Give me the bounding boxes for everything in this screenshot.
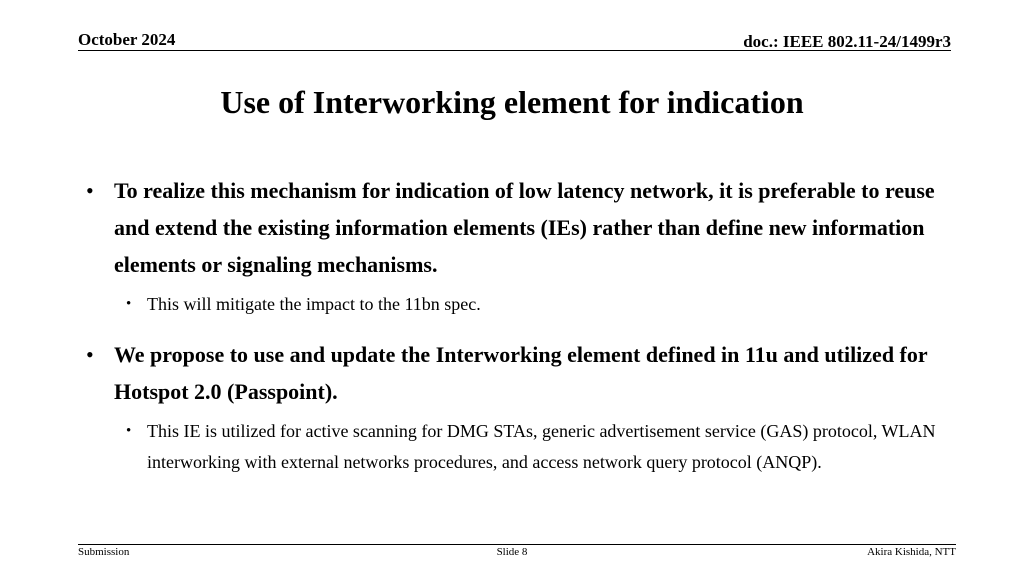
slide-title: Use of Interworking element for indication [220, 84, 804, 120]
footer-author: Akira Kishida, NTT [867, 546, 956, 558]
bullet-2 [80, 336, 960, 410]
sub-bullet-2-1 [80, 416, 960, 478]
bullet-1-text: To realize this mechanism for indication of low latency network, it is preferable to reuse and extend the existing information elements (IEs) rather than define new information elements or signaling mechanisms. [114, 178, 935, 277]
bullet-dot-icon: • [86, 178, 94, 203]
footer-divider [78, 544, 956, 545]
bullet-2-text: We propose to use and update the Interworking element defined in 11u and utilized for Hotspot 2.0 (Passpoint). [114, 342, 928, 404]
sub-bullet-2-1-text: This IE is utilized for active scanning for DMG STAs, generic advertisement service (GAS) protocol, WLAN interworking with external networks procedures, and access network query protocol (ANQP). [147, 421, 936, 472]
sub-bullet-dot-icon: • [126, 296, 132, 312]
footer-slide-number: Slide 8 [496, 546, 528, 558]
footer-submission: Submission [78, 546, 130, 558]
header-date: October 2024 [78, 30, 176, 49]
sub-bullet-1-1 [80, 289, 960, 320]
sub-bullet-dot-icon: • [126, 423, 132, 439]
slide-body [80, 172, 960, 478]
sub-bullet-1-1-text: This will mitigate the impact to the 11bn spec. [147, 294, 481, 314]
header-doc-id: doc.: IEEE 802.11-24/1499r3 [743, 32, 951, 51]
header-divider [78, 50, 951, 51]
bullet-1 [80, 172, 960, 283]
bullet-dot-icon: • [86, 342, 94, 367]
